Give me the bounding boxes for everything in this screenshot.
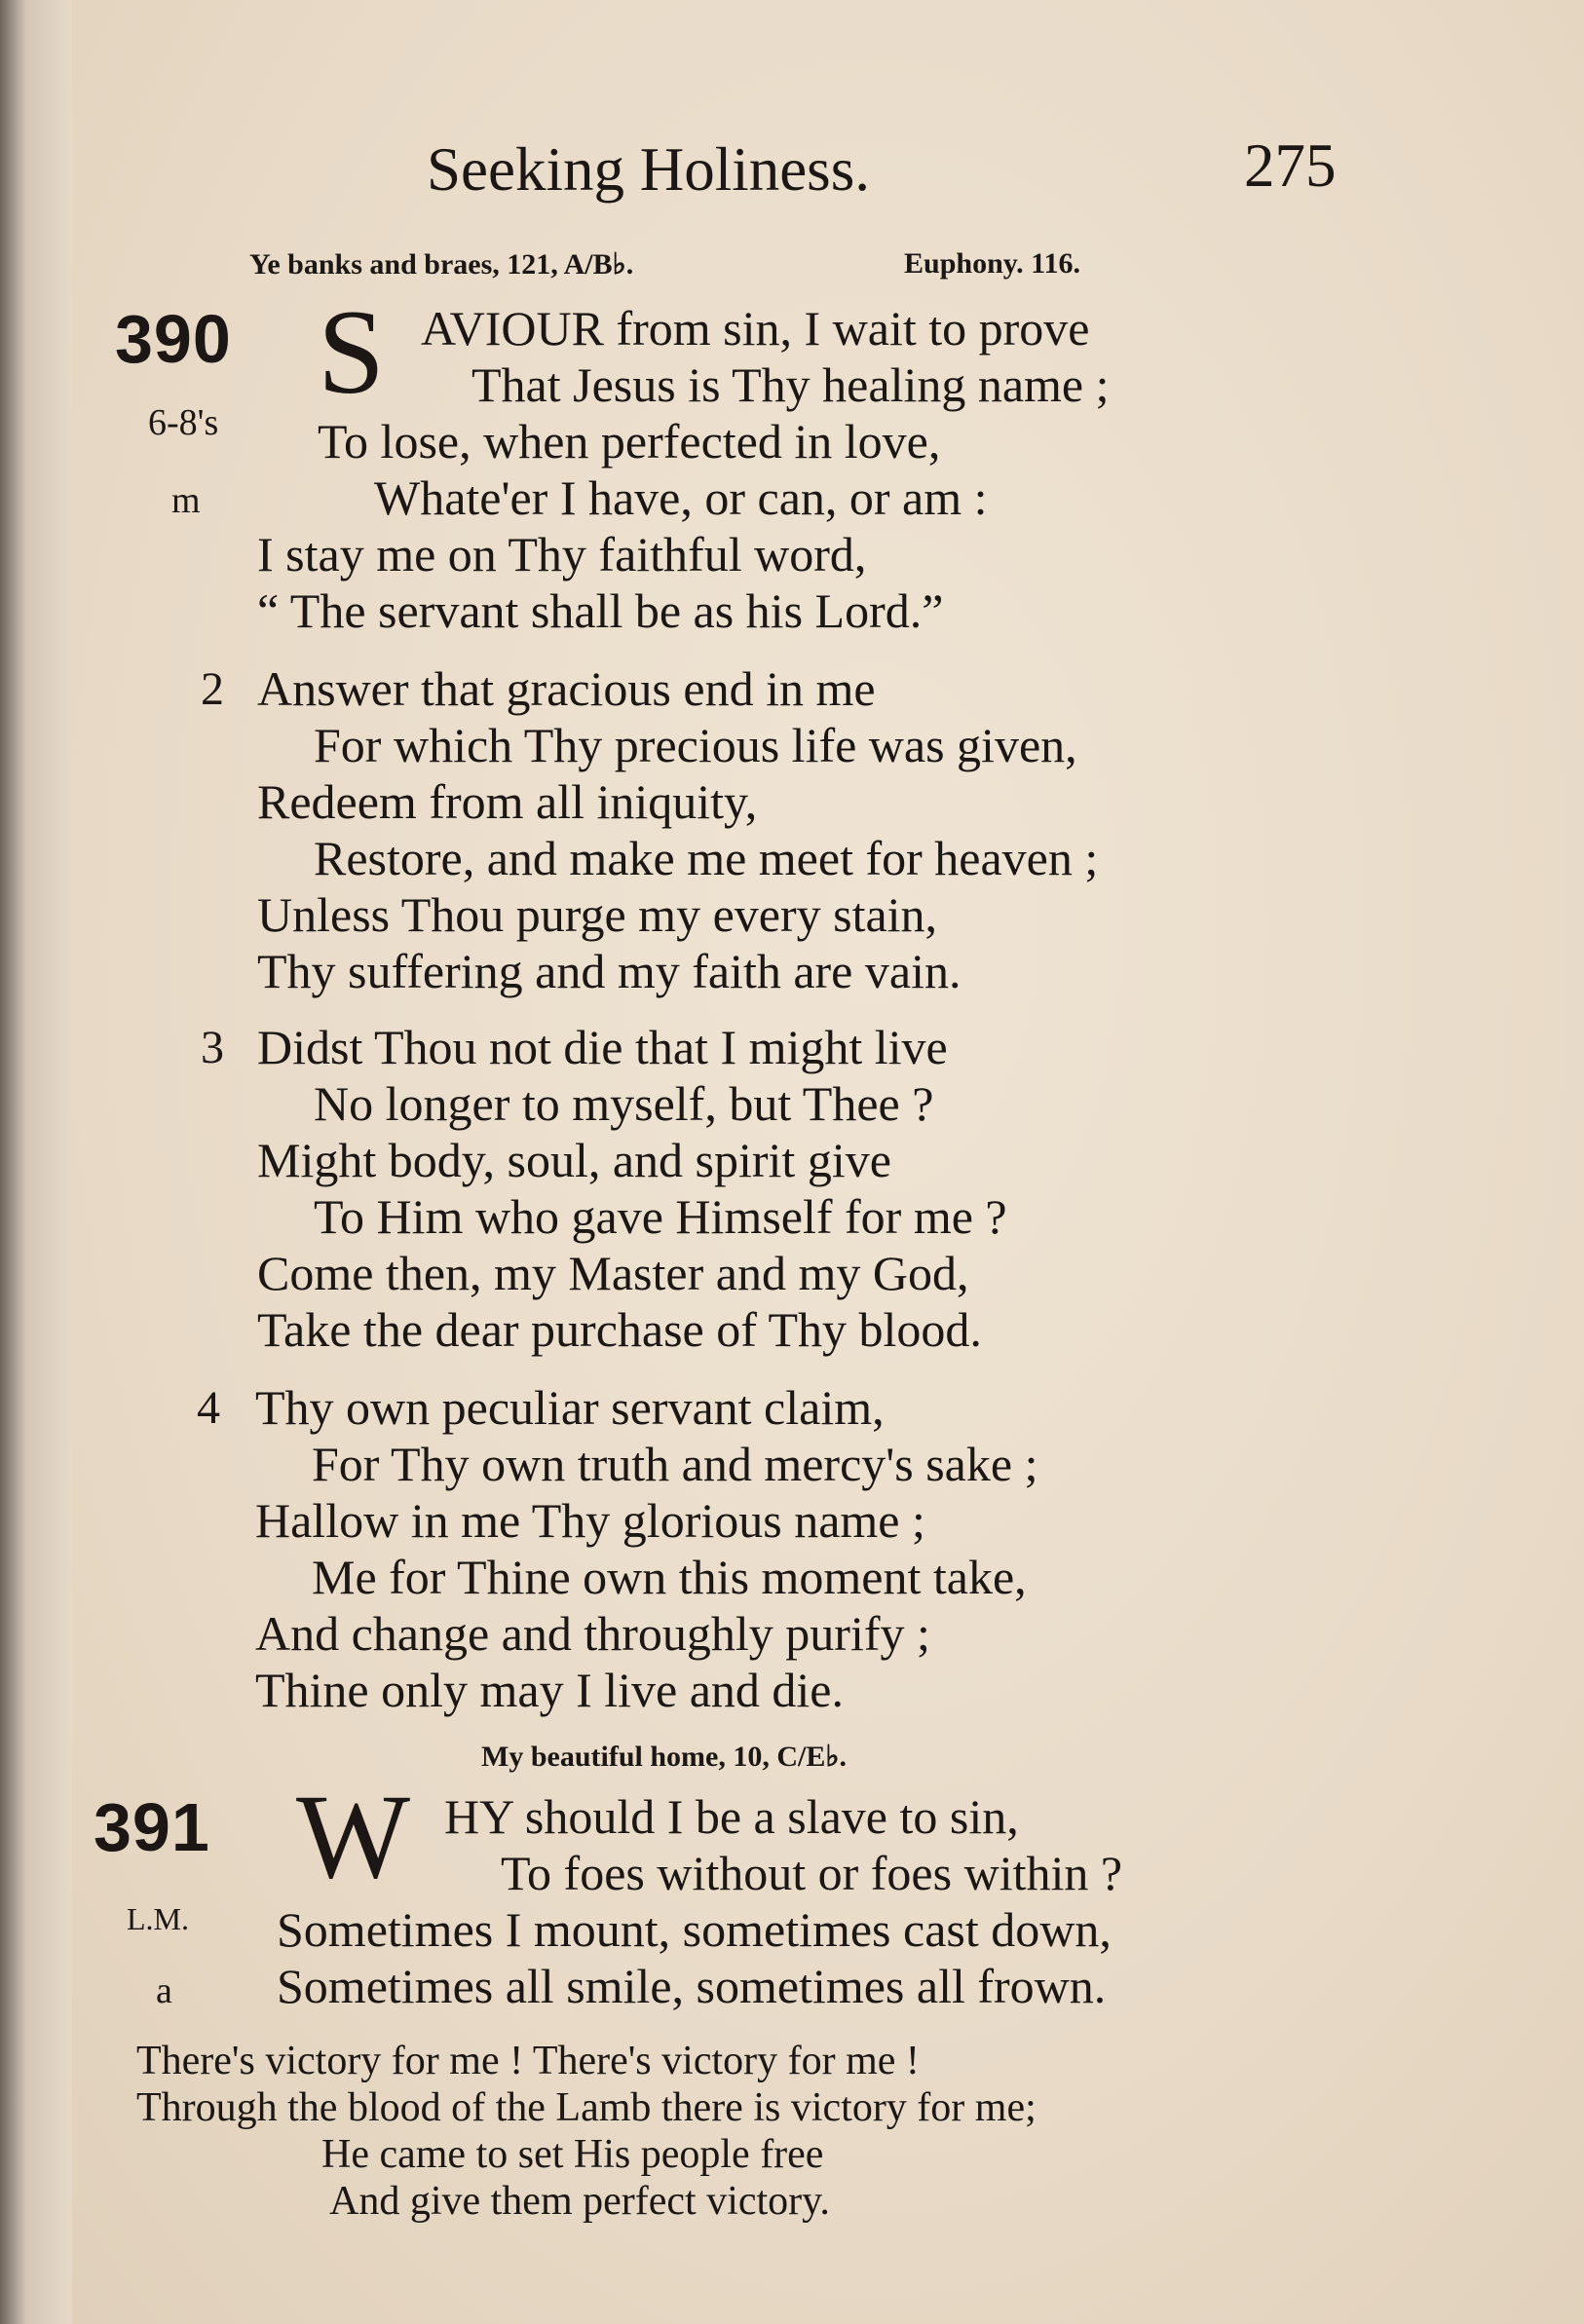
verse-line: And change and throughly purify ; xyxy=(255,1606,930,1661)
verse-line: Restore, and make me meet for heaven ; xyxy=(314,831,1099,885)
verse-line: Whate'er I have, or can, or am : xyxy=(374,470,988,525)
verse-line: AVIOUR from sin, I wait to prove xyxy=(421,301,1090,356)
chorus-line: He came to set His people free xyxy=(321,2132,824,2177)
dynamic-mark: a xyxy=(156,1970,172,2011)
page-gutter xyxy=(25,0,72,2324)
chorus-line: Through the blood of the Lamb there is victory for me; xyxy=(136,2085,1037,2130)
verse-line: Answer that gracious end in me xyxy=(257,661,876,716)
chorus-line: And give them perfect victory. xyxy=(329,2179,830,2224)
verse-line: Didst Thou not die that I might live xyxy=(257,1020,948,1074)
verse-line: “ The servant shall be as his Lord.” xyxy=(257,583,944,638)
verse-line: Unless Thou purge my every stain, xyxy=(257,887,938,942)
verse-line: To foes without or foes within ? xyxy=(501,1846,1123,1900)
verse-line: That Jesus is Thy healing name ; xyxy=(471,357,1110,412)
verse-number: 3 xyxy=(201,1022,224,1073)
hymn-number: 390 xyxy=(115,301,232,377)
verse-line: Might body, soul, and spirit give xyxy=(257,1133,891,1187)
hymn-number: 391 xyxy=(94,1789,210,1865)
hymn-meter: 6-8's xyxy=(148,402,219,443)
tune-reference: My beautiful home, 10, C/E♭. xyxy=(481,1741,847,1773)
verse-number: 4 xyxy=(197,1382,220,1434)
verse-line: For Thy own truth and mercy's sake ; xyxy=(312,1437,1038,1491)
verse-line: HY should I be a slave to sin, xyxy=(444,1789,1019,1844)
verse-line: Redeem from all iniquity, xyxy=(257,774,758,829)
dynamic-mark: m xyxy=(171,480,201,521)
verse-line: Sometimes I mount, sometimes cast down, xyxy=(277,1902,1112,1957)
verse-line: Thine only may I live and die. xyxy=(255,1663,845,1717)
page-number: 275 xyxy=(1244,131,1337,200)
chorus-line: There's victory for me ! There's victory for me ! xyxy=(136,2039,920,2083)
verse-number: 2 xyxy=(201,663,224,715)
verse-line: To lose, when perfected in love, xyxy=(318,414,941,469)
alt-tune-reference: Euphony. 116. xyxy=(904,247,1080,280)
page-section-title: Seeking Holiness. xyxy=(427,135,870,204)
verse-line: Me for Thine own this moment take, xyxy=(312,1550,1027,1604)
hymn-meter: L.M. xyxy=(127,1901,189,1936)
drop-cap: W xyxy=(296,1770,411,1903)
verse-line: No longer to myself, but Thee ? xyxy=(314,1076,934,1131)
verse-line: To Him who gave Himself for me ? xyxy=(314,1189,1007,1244)
drop-cap: S xyxy=(318,285,385,419)
verse-line: Hallow in me Thy glorious name ; xyxy=(255,1493,925,1548)
verse-line: Come then, my Master and my God, xyxy=(257,1246,969,1300)
verse-line: Thy suffering and my faith are vain. xyxy=(257,944,962,998)
verse-line: Thy own peculiar servant claim, xyxy=(255,1380,885,1435)
tune-reference: Ye banks and braes, 121, A/B♭. xyxy=(249,248,634,281)
verse-line: Sometimes all smile, sometimes all frown. xyxy=(277,1959,1107,2013)
verse-line: Take the dear purchase of Thy blood. xyxy=(257,1302,982,1357)
verse-line: I stay me on Thy faithful word, xyxy=(257,527,867,581)
verse-line: For which Thy precious life was given, xyxy=(314,718,1077,772)
book-spine-edge xyxy=(0,0,25,2324)
